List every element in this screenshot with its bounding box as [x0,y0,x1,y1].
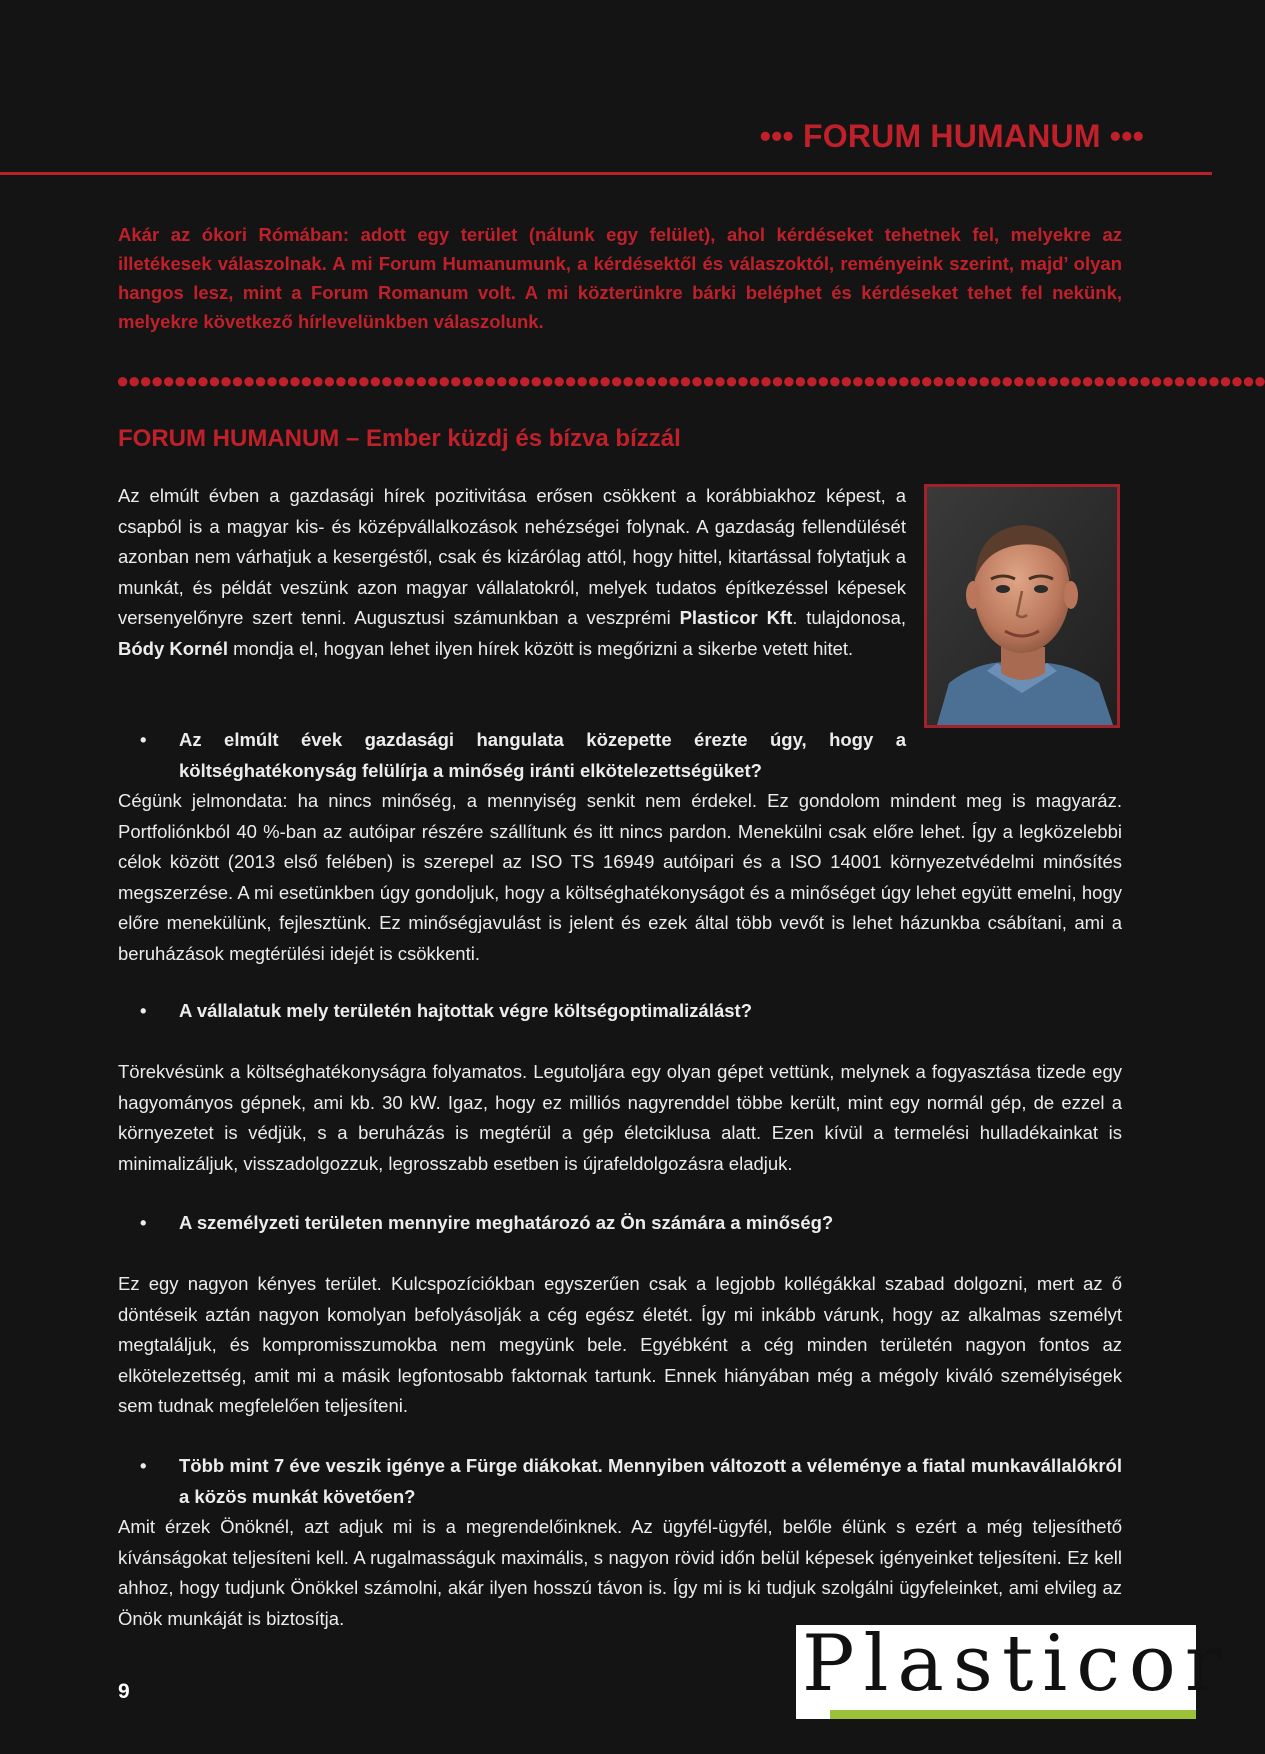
plasticor-logo [796,1619,1232,1719]
article-intro-text-1: Az elmúlt évben a gazdasági hírek pozitivitása erősen csökkent a korábbiakhoz képest, a csapból is a magyar kis- és középvállalkozások nehézségei folynak. A gazdaság fellendülését azonban nem várhatjuk a kesergéstől, csak és kizárólag attól, hogy hittel, kitartással folytatjuk a munkát, és példát veszünk azon magyar vállalatokról, melyek tudatos építkezéssel képesek versenyelőnyre szert tenni. Augusztusi számunkban a veszprémi [118,485,906,628]
question-3 [118,1208,1122,1239]
company-name: Plasticor Kft [679,607,793,628]
person-name: Bódy Kornél [118,637,228,659]
article-intro-text-2: . tulajdonosa, [792,607,907,628]
answer-2: Törekvésünk a költséghatékonyságra folyamatos. Legutoljára egy olyan gépet vettünk, melynek a fogyasztása tizede egy hagyományos gépnek, ami kb. 30 kW. Igaz, hogy ez milliós nagyrenddel többe került, mint egy normál gép, de ezzel a környezetet is védjük, s a beruházás is megtérül a gép életciklusa alatt. Ezen kívül a termelési hulladékainkat is minimalizáljuk, visszadolgozzuk, legrosszabb esetben is újrafeldolgozásra eladjuk. [118,1061,1122,1174]
header-title: ••• FORUM HUMANUM ••• [759,118,1144,154]
article-title: FORUM HUMANUM – Ember küzdj és bízva bízzál [118,425,681,452]
question-4 [118,1451,1122,1512]
question-4-text: Több mint 7 éve veszik igénye a Fürge diákokat. Mennyiben változott a véleménye a fiatal munkavállalókról a közös munkát követően? [179,1455,1122,1507]
dotted-separator: ●●●●●●●●●●●●●●●●●●●●●●●●●●●●●●●●●●●●●●●●●●●●●●●●●●●●●●●●●●●●●●●●●●●●●●●●●●●●●●●●●●●●●●●●●●●●●●●●●●●● [116,368,1265,393]
question-2 [118,996,1122,1027]
bullet-3: • [140,1212,147,1233]
header-divider [0,172,1212,175]
article-intro-text-3: mondja el, hogyan lehet ilyen hírek között is megőrizni a sikerbe vetett hitet. [227,637,854,659]
answer-3: Ez egy nagyon kényes terület. Kulcspozíciókban egyszerűen csak a legjobb kollégákkal szabad dolgozni, mert az ő döntéseik aztán nagyon komolyan befolyásolják a cég egész életét. Így mi inkább várunk, hogy az alkalmas személyt megtaláljuk, és kompromisszumokba nem megyünk bele. Egyébként a cég minden területén nagyon fontos az elkötelezettség, amit mi a másik legfontosabb faktornak tartunk. Ennek hiányában még a mégoly kiváló személyiségek sem tudnak megfelelően teljesíteni. [118,1273,1122,1416]
question-1 [118,725,906,786]
question-3-text: A személyzeti területen mennyire meghatározó az Ön számára a minőség? [179,1212,834,1233]
question-1-text: Az elmúlt évek gazdasági hangulata közepette érezte úgy, hogy a költséghatékonyság felülírja a minőség iránti elkötelezettségüket? [179,729,906,781]
portrait-image [927,487,1117,725]
question-2-text: A vállalatuk mely területén hajtottak végre költségoptimalizálást? [179,1000,752,1021]
bullet-4: • [140,1455,147,1476]
intro-paragraph: Akár az ókori Rómában: adott egy terület (nálunk egy felület), ahol kérdéseket tehetnek fel, melyekre az illetékesek válaszolnak. A mi Forum Humanumunk, a kérdésektől és válaszoktól, reményeink szerint, majd’ olyan hangos lesz, mint a Forum Romanum volt. A mi közterünkre bárki beléphet és kérdéseket tehet fel nekünk, melyekre következő hírlevelünkben válaszolunk. [118,224,1122,332]
logo-accent-bar [830,1710,1196,1719]
answer-1: Cégünk jelmondata: ha nincs minőség, a mennyiség senkit nem érdekel. Ez gondolom mindent meg is magyaráz. Portfoliónkból 40 %-ban az autóipar részére szállítunk és itt nincs pardon. Menekülni csak előre lehet. Így a legközelebbi célok között (2013 első felében) is szerepel az ISO TS 16949 autóipari és a ISO 14001 környezetvédelmi minősítés megszerzése. A mi esetünkben úgy gondoljuk, hogy a költséghatékonyságot és a minőséget úgy lehet együtt emelni, hogy előre menekülünk, fejlesztünk. Ez minőségjavulást is jelent és ezek által több vevőt is lehet házunkba csábítani, ami a beruházások megtérülési idejét is csökkenti. [118,790,1122,964]
page-number: 9 [118,1680,130,1703]
article-intro-paragraph [118,481,906,664]
bullet-2: • [140,1000,147,1021]
logo-text: Plasticor [802,1619,1232,1709]
portrait-photo [924,484,1120,728]
answer-4: Amit érzek Önöknél, azt adjuk mi is a megrendelőinknek. Az ügyfél-ügyfél, belőle élünk s ezért a még teljesíthető kívánságokat teljesíteni kell. A rugalmasságuk maximális, s nagyon rövid időn belül képesek igényeinket teljesíteni. Ez kell ahhoz, hogy tudjunk Önökkel számolni, akár ilyen hosszú távon is. Így mi is ki tudjuk szolgálni ügyfeleinket, ami elvileg az Önök munkáját is biztosítja. [118,1516,1122,1629]
bullet-1: • [140,729,147,750]
